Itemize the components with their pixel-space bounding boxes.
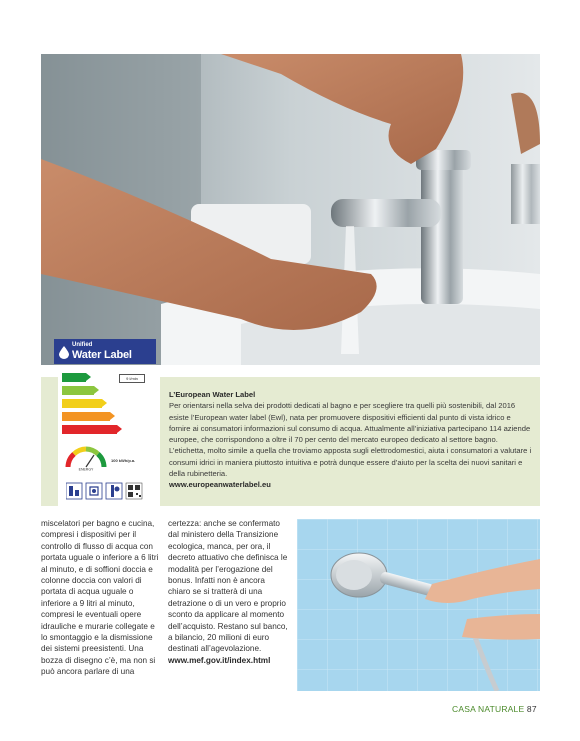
shower-head-photo: [297, 519, 540, 691]
rating-bar-b: [62, 386, 94, 395]
badge-title: Water Label: [72, 349, 132, 361]
column-1-text: miscelatori per bagno e cucina, compresi i dispositivi per il controllo di flusso di acqua con portata uguale o inferiore a 6 litri al minuto, e di soffioni doccia e colonne doccia con valori di portata di acqua uguale o inferiore a 9 litri al minuto, compresi le eventuali opere idrauliche e murarie collegate e lo smontaggio e la dismissione dei sistemi preesistenti. Una bozza di disegno c’è, ma non si può ancora parlare di una: [41, 519, 159, 677]
column-2: [168, 518, 288, 666]
panel-text: [169, 389, 534, 491]
mef-link[interactable]: www.mef.gov.it/index.html: [168, 655, 271, 665]
rating-bar-a: [62, 373, 86, 382]
rating-bar-c: [62, 399, 102, 408]
water-drop-icon: [59, 346, 69, 359]
hero-photo-hands-faucet: [41, 54, 540, 365]
page-footer: [452, 704, 537, 714]
magazine-name: CASA NATURALE: [452, 704, 525, 714]
label-pictograms: [66, 481, 144, 501]
water-label-badge: [54, 339, 156, 364]
rating-bar-d: [62, 412, 110, 421]
panel-title: L’European Water Label: [169, 390, 256, 399]
panel-link[interactable]: www.europeanwaterlabel.eu: [169, 480, 271, 490]
badge-small-text: Unified: [72, 342, 93, 348]
flow-rate-tag: 9 l/min: [119, 374, 145, 383]
rating-bar-e: [62, 425, 117, 434]
energy-gauge-icon: [64, 445, 108, 471]
panel-body: Per orientarsi nella selva dei prodotti dedicati al bagno e per scegliere tra quelli più sostenibili, dal 2016 esiste l’European water label (Ewl), nata per promuovere dispositivi efficienti dal punto di vista idrico e fornire ai consumatori informazioni sul consumo di acqua. Attualmente all’iniziativa partecipano 114 aziende europee, che corrispondono a oltre il 70 per cento del mercato europeo dedicato al settore bagno. L’etichetta, molto simile a quella che troviamo apposta sugli elettrodomestici, aiuta i consumatori a valutare i consumi idrici in maniera piuttosto intuitiva e potrà dunque essere d’aiuto per la scelta dei nuovi sanitari e della rubinetteria.: [169, 401, 532, 479]
page-number: 87: [526, 704, 537, 714]
gauge-label: ENERGY: [78, 467, 94, 471]
energy-value: 100 kWh/p.a.: [111, 458, 136, 463]
column-2-text: certezza: anche se confermato dal ministero della Transizione ecologica, manca, per ora, il decreto attuativo che definisca le modalità per l’erogazione del bonus. Infatti non è ancora chiaro se si tratterà di una detrazione o di un vero e proprio sconto da applicare al momento dell’acquisto. Restano sul banco, a bilancio, 20 milioni di euro destinati all’agevolazione.: [168, 519, 288, 654]
